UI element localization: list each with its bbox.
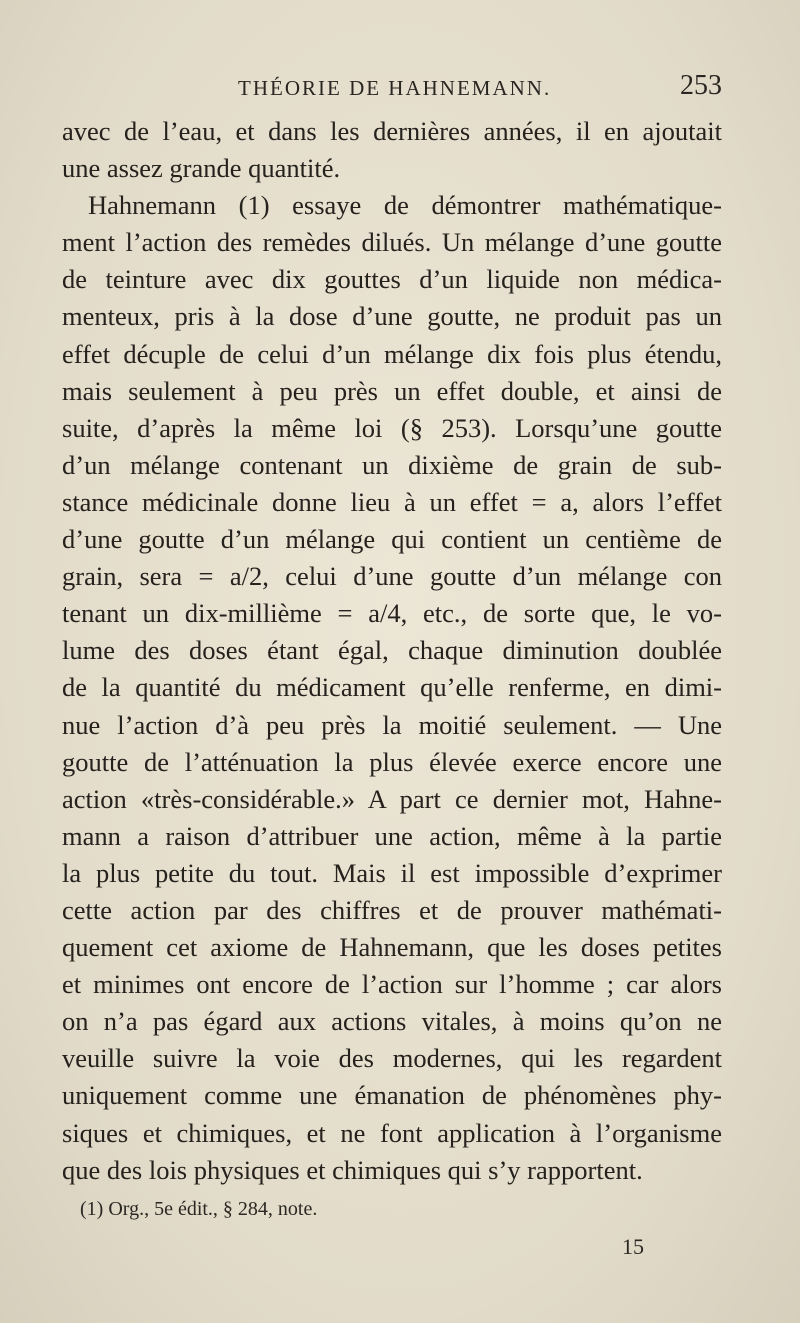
text-line: la plus petite du tout. Mais il est impossible d’exprimer bbox=[62, 857, 722, 888]
text-line: stance médicinale donne lieu à un effet = a, alors l’effet bbox=[62, 486, 722, 517]
text-line: une assez grande quantité. bbox=[62, 153, 341, 184]
text-line: uniquement comme une émanation de phénomènes phy- bbox=[62, 1080, 722, 1111]
text-line: que des lois physiques et chimiques qui s’y rapportent. bbox=[62, 1154, 643, 1185]
text-line: siques et chimiques, et ne font application à l’organisme bbox=[62, 1117, 722, 1148]
text-line: et minimes ont encore de l’action sur l’homme ; car alors bbox=[62, 969, 722, 1000]
text-line: effet décuple de celui d’un mélange dix fois plus étendu, bbox=[62, 338, 722, 369]
text-line: d’un mélange contenant un dixième de grain de sub- bbox=[62, 449, 722, 480]
running-title: THÉORIE DE HAHNEMANN. bbox=[238, 76, 552, 100]
text-line: mann a raison d’attribuer une action, même à la partie bbox=[62, 820, 722, 851]
text-line: action «très-considérable.» A part ce dernier mot, Hahne- bbox=[62, 783, 722, 814]
text-line: de la quantité du médicament qu’elle renferme, en dimi- bbox=[62, 672, 722, 703]
text-line: tenant un dix-millième = a/4, etc., de sorte que, le vo- bbox=[62, 598, 722, 629]
footnote: (1) Org., 5e édit., § 284, note. bbox=[80, 1198, 318, 1220]
text-line: on n’a pas égard aux actions vitales, à moins qu’on ne bbox=[62, 1006, 722, 1037]
page-number: 253 bbox=[680, 70, 722, 101]
text-line: Hahnemann (1) essaye de démontrer mathématique- bbox=[88, 190, 722, 221]
text-line: veuille suivre la voie des modernes, qui les regardent bbox=[62, 1043, 722, 1074]
text-line: grain, sera = a/2, celui d’une goutte d’un mélange con bbox=[62, 561, 722, 592]
text-line: lume des doses étant égal, chaque diminution doublée bbox=[62, 635, 722, 666]
text-line: suite, d’après la même loi (§ 253). Lorsqu’une goutte bbox=[62, 412, 722, 443]
text-line: menteux, pris à la dose d’une goutte, ne produit pas un bbox=[62, 301, 722, 332]
text-line: cette action par des chiffres et de prouver mathémati- bbox=[62, 894, 722, 925]
text-line: avec de l’eau, et dans les dernières années, il en ajoutait bbox=[62, 116, 722, 146]
running-head bbox=[62, 70, 722, 106]
text-line: de teinture avec dix gouttes d’un liquide non médica- bbox=[62, 264, 722, 295]
text-line: mais seulement à peu près un effet double, et ainsi de bbox=[62, 375, 722, 406]
signature-mark: 15 bbox=[622, 1234, 644, 1259]
text-line: goutte de l’atténuation la plus élevée exerce encore une bbox=[62, 746, 722, 777]
text-line: nue l’action d’à peu près la moitié seulement. — Une bbox=[62, 709, 722, 740]
text-line: quement cet axiome de Hahnemann, que les doses petites bbox=[62, 932, 722, 963]
text-line: d’une goutte d’un mélange qui contient un centième de bbox=[62, 524, 722, 555]
body-text bbox=[62, 113, 722, 1189]
text-line: ment l’action des remèdes dilués. Un mélange d’une goutte bbox=[62, 227, 722, 258]
